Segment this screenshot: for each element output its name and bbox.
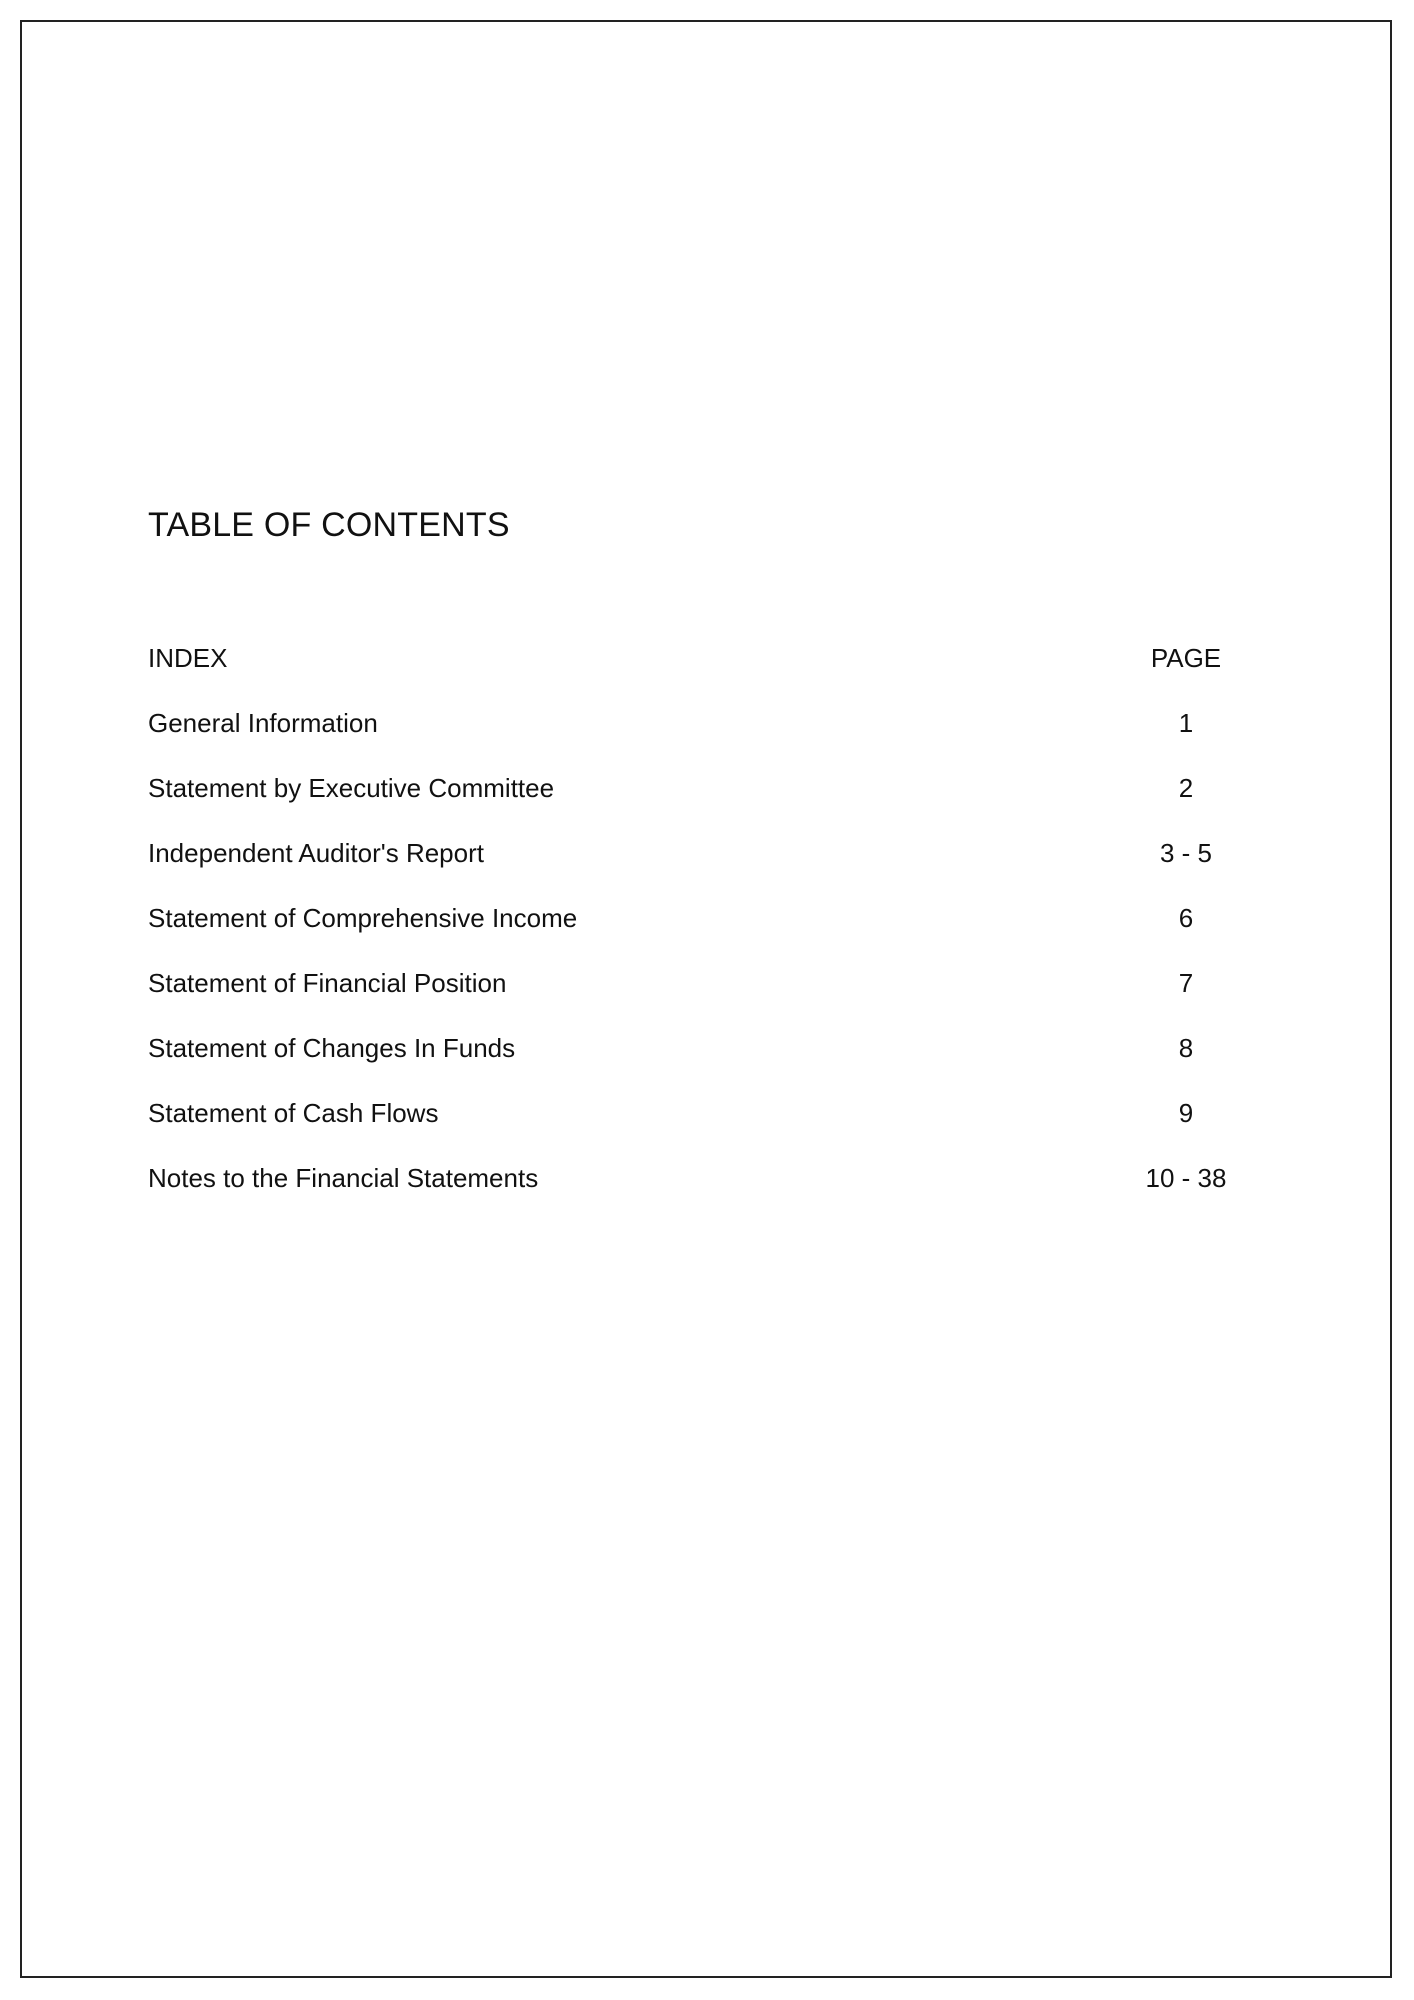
toc-entry bbox=[148, 1028, 1266, 1093]
page-column-header: PAGE bbox=[1150, 643, 1222, 673]
toc-entry-page: 8 bbox=[1178, 1033, 1194, 1063]
toc-entry bbox=[148, 898, 1266, 963]
toc-entry bbox=[148, 963, 1266, 1028]
toc-entry-label: Statement of Comprehensive Income bbox=[148, 903, 578, 933]
toc-entry-label: General Information bbox=[148, 708, 378, 738]
toc-entry bbox=[148, 1093, 1266, 1158]
toc-entry-page: 10 - 38 bbox=[1145, 1163, 1227, 1193]
toc-entry-page: 3 - 5 bbox=[1159, 838, 1213, 868]
toc-entry-label: Statement of Financial Position bbox=[148, 968, 507, 998]
index-column-header: INDEX bbox=[148, 643, 228, 673]
toc-entry-label: Notes to the Financial Statements bbox=[148, 1163, 539, 1193]
page-title: TABLE OF CONTENTS bbox=[148, 506, 510, 544]
toc-entry-page: 6 bbox=[1178, 903, 1194, 933]
toc-entry bbox=[148, 833, 1266, 898]
toc-entry bbox=[148, 1158, 1266, 1223]
toc-entry-label: Statement of Cash Flows bbox=[148, 1098, 439, 1128]
toc-entry-page: 9 bbox=[1178, 1098, 1194, 1128]
toc-entry-label: Statement by Executive Committee bbox=[148, 773, 555, 803]
toc-entry bbox=[148, 703, 1266, 768]
toc-entry-page: 1 bbox=[1178, 708, 1194, 738]
toc-entry bbox=[148, 768, 1266, 833]
toc-entry-page: 7 bbox=[1178, 968, 1194, 998]
toc-entry-page: 2 bbox=[1178, 773, 1194, 803]
toc-entry-label: Independent Auditor's Report bbox=[148, 838, 484, 868]
toc-table bbox=[148, 638, 1266, 1223]
toc-header-row bbox=[148, 638, 1266, 703]
toc-entry-label: Statement of Changes In Funds bbox=[148, 1033, 516, 1063]
